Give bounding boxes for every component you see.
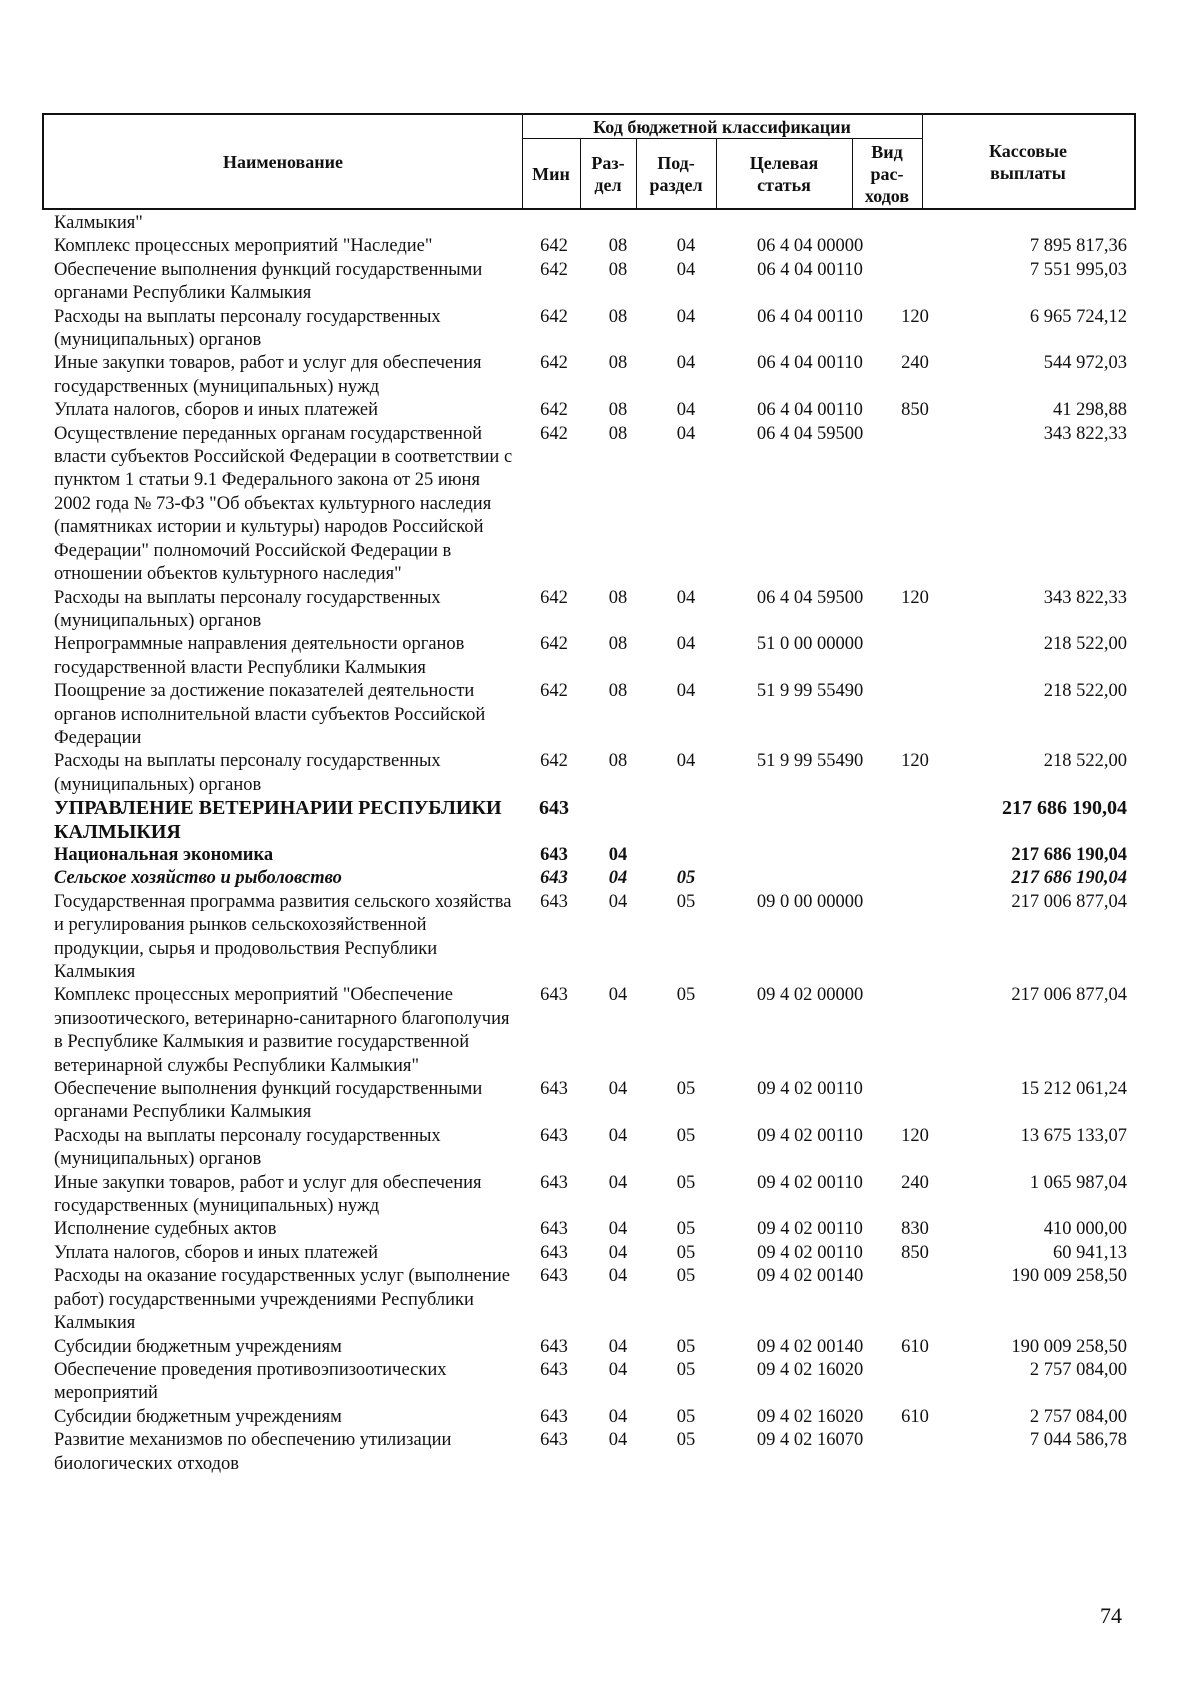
cell-cash-payment: 7 044 586,78 (1029, 1430, 1127, 1451)
table-row (0, 235, 1200, 258)
cell-name: Исполнение судебных актов (54, 1219, 277, 1240)
table-row (0, 306, 1200, 353)
cell-podrazdel: 05 (676, 1266, 696, 1287)
cell-expense-type: 120 (901, 751, 929, 772)
cell-cash-payment: 217 686 190,04 (1011, 844, 1127, 865)
cell-target: 09 4 02 00110 (757, 1242, 863, 1263)
cell-podrazdel: 05 (676, 891, 696, 912)
col-header-podrazdel: Под- раздел (649, 152, 703, 195)
cell-min: 642 (540, 751, 568, 772)
col-header-name: Наименование (223, 151, 343, 172)
cell-cash-payment: 218 522,00 (1043, 634, 1127, 655)
cell-min: 642 (540, 634, 568, 655)
table-row (0, 1172, 1200, 1219)
cell-cash-payment: 190 009 258,50 (1011, 1266, 1127, 1287)
cell-min: 643 (540, 1125, 568, 1146)
cell-expense-type: 830 (901, 1219, 929, 1240)
cell-cash-payment: 343 822,33 (1043, 423, 1127, 444)
cell-target: 06 4 04 00110 (757, 353, 863, 374)
cell-min: 642 (540, 681, 568, 702)
cell-razdel: 04 (608, 1079, 628, 1100)
cell-cash-payment: 343 822,33 (1043, 587, 1127, 608)
col-header-cash-payments: Кассовые выплаты (988, 140, 1068, 183)
cell-podrazdel: 05 (676, 985, 696, 1006)
cell-name: Уплата налогов, сборов и иных платежей (54, 1242, 379, 1263)
table-row (0, 1336, 1200, 1359)
cell-target: 06 4 04 00110 (757, 259, 863, 280)
cell-target: 09 4 02 00140 (756, 1266, 864, 1287)
cell-cash-payment: 217 006 877,04 (1011, 985, 1127, 1006)
col-header-code-group: Код бюджетной классификации (593, 116, 851, 137)
cell-name: Национальная экономика (54, 844, 274, 865)
cell-razdel: 04 (608, 1359, 628, 1380)
cell-razdel: 04 (608, 1125, 628, 1146)
cell-name: Обеспечение проведения противоэпизоотических мероприятий (54, 1359, 447, 1404)
cell-cash-payment: 217 686 190,04 (1002, 797, 1127, 820)
cell-min: 643 (540, 985, 568, 1006)
cell-podrazdel: 04 (676, 400, 696, 421)
cell-name: Обеспечение выполнения функций государственными органами Республики Калмыкия (54, 259, 483, 304)
cell-cash-payment: 217 686 190,04 (1011, 868, 1127, 889)
table-row (0, 750, 1200, 797)
cell-min: 642 (540, 236, 568, 257)
table-row (0, 212, 1200, 235)
cell-target: 09 4 02 00110 (757, 1172, 863, 1193)
cell-podrazdel: 05 (676, 1242, 696, 1263)
table-row (0, 1406, 1200, 1429)
cell-razdel: 04 (608, 985, 628, 1006)
table-body (0, 212, 1200, 1476)
cell-target: 06 4 04 00110 (757, 306, 863, 327)
table-row (0, 423, 1200, 587)
cell-min: 642 (540, 259, 568, 280)
table-row (0, 891, 1200, 985)
cell-min: 643 (540, 891, 568, 912)
cell-name: УПРАВЛЕНИЕ ВЕТЕРИНАРИИ РЕСПУБЛИКИ КАЛМЫКИЯ (54, 797, 502, 843)
cell-podrazdel: 04 (676, 681, 696, 702)
cell-expense-type: 120 (901, 306, 929, 327)
cell-cash-payment: 410 000,00 (1043, 1219, 1127, 1240)
cell-razdel: 08 (608, 353, 628, 374)
cell-min: 643 (540, 868, 568, 889)
cell-min: 642 (540, 423, 568, 444)
cell-podrazdel: 04 (676, 236, 696, 257)
cell-razdel: 04 (608, 1242, 628, 1263)
cell-target: 09 4 02 00000 (756, 985, 864, 1006)
table-row (0, 844, 1200, 867)
cell-min: 643 (540, 1219, 568, 1240)
cell-expense-type: 120 (901, 587, 929, 608)
cell-razdel: 08 (608, 259, 628, 280)
cell-expense-type: 240 (901, 1172, 929, 1193)
cell-razdel: 04 (608, 1266, 628, 1287)
table-row (0, 867, 1200, 890)
cell-name: Комплекс процессных мероприятий "Обеспечение эпизоотического, ветеринарно-санитарного благополучия в Республике Калмыкия и развитие государственной ветеринарной службы Республики Калмыкия" (54, 985, 510, 1076)
cell-min: 643 (540, 1079, 568, 1100)
cell-min: 642 (540, 306, 568, 327)
cell-razdel: 08 (608, 400, 628, 421)
table-row (0, 633, 1200, 680)
cell-name: Расходы на выплаты персоналу государственных (муниципальных) органов (54, 306, 441, 351)
table-row (0, 680, 1200, 750)
cell-cash-payment: 41 298,88 (1053, 400, 1127, 421)
cell-target: 09 4 02 00140 (756, 1336, 864, 1357)
cell-cash-payment: 2 757 084,00 (1029, 1359, 1127, 1380)
cell-name: Развитие механизмов по обеспечению утилизации биологических отходов (54, 1430, 452, 1474)
cell-name: Субсидии бюджетным учреждениям (54, 1406, 342, 1427)
cell-podrazdel: 05 (676, 1125, 696, 1146)
cell-razdel: 08 (608, 306, 628, 327)
cell-razdel: 04 (608, 1336, 628, 1357)
cell-target: 09 4 02 00110 (757, 1125, 863, 1146)
table-row (0, 797, 1200, 844)
cell-target: 09 4 02 00110 (757, 1079, 863, 1100)
cell-cash-payment: 218 522,00 (1043, 681, 1127, 702)
cell-expense-type: 120 (901, 1125, 929, 1146)
cell-razdel: 04 (608, 1406, 628, 1427)
cell-razdel: 08 (608, 236, 628, 257)
cell-name: Непрограммные направления деятельности органов государственной власти Республики Калмыкия (54, 634, 465, 678)
cell-podrazdel: 05 (676, 1336, 696, 1357)
cell-target: 09 0 00 00000 (756, 891, 864, 912)
cell-target: 09 4 02 00110 (757, 1219, 863, 1240)
cell-expense-type: 850 (901, 400, 929, 421)
cell-razdel: 08 (608, 587, 628, 608)
cell-razdel: 08 (608, 751, 628, 772)
cell-name: Государственная программа развития сельского хозяйства и регулирования рынков сельскохозяйственной продукции, сырья и продовольствия Республики Калмыкия (54, 891, 512, 982)
table-row (0, 984, 1200, 1078)
cell-podrazdel: 05 (676, 868, 696, 889)
col-header-min: Мин (532, 163, 570, 184)
cell-min: 643 (540, 1430, 568, 1451)
cell-podrazdel: 04 (676, 751, 696, 772)
table-row (0, 1078, 1200, 1125)
cell-podrazdel: 05 (676, 1406, 696, 1427)
cell-cash-payment: 2 757 084,00 (1029, 1406, 1127, 1427)
table-row (0, 399, 1200, 422)
cell-podrazdel: 04 (676, 353, 696, 374)
cell-razdel: 04 (608, 1219, 628, 1240)
cell-cash-payment: 7 895 817,36 (1029, 236, 1127, 257)
col-header-expense-type: Вид рас- ходов (864, 141, 910, 206)
cell-cash-payment: 13 675 133,07 (1020, 1125, 1127, 1146)
cell-razdel: 04 (608, 1430, 628, 1451)
cell-razdel: 08 (608, 423, 628, 444)
cell-expense-type: 610 (901, 1406, 929, 1427)
cell-target: 51 9 99 55490 (756, 681, 864, 702)
cell-razdel: 04 (608, 1172, 628, 1193)
cell-cash-payment: 217 006 877,04 (1011, 891, 1127, 912)
cell-podrazdel: 04 (676, 634, 696, 655)
cell-expense-type: 850 (901, 1242, 929, 1263)
cell-expense-type: 610 (901, 1336, 929, 1357)
cell-min: 643 (540, 1266, 568, 1287)
cell-min: 643 (540, 1242, 568, 1263)
cell-target: 51 0 00 00000 (756, 634, 864, 655)
cell-target: 09 4 02 16020 (756, 1406, 864, 1427)
cell-min: 643 (540, 1359, 568, 1380)
cell-name: Обеспечение выполнения функций государственными органами Республики Калмыкия (54, 1079, 483, 1123)
cell-cash-payment: 60 941,13 (1053, 1242, 1127, 1263)
cell-target: 06 4 04 59500 (756, 423, 864, 444)
cell-min: 643 (540, 1172, 568, 1193)
cell-target: 09 4 02 16070 (756, 1430, 864, 1451)
table-row (0, 1265, 1200, 1335)
cell-name: Иные закупки товаров, работ и услуг для обеспечения государственных (муниципальных) нужд (54, 1172, 482, 1217)
cell-target: 51 9 99 55490 (756, 751, 864, 772)
cell-target: 06 4 04 00110 (757, 400, 863, 421)
cell-cash-payment: 218 522,00 (1043, 751, 1127, 772)
cell-min: 642 (540, 587, 568, 608)
table-row (0, 1242, 1200, 1265)
cell-podrazdel: 05 (676, 1219, 696, 1240)
cell-podrazdel: 04 (676, 423, 696, 444)
cell-min: 643 (540, 1406, 568, 1427)
col-header-razdel: Раз- дел (591, 152, 625, 195)
cell-cash-payment: 15 212 061,24 (1020, 1079, 1127, 1100)
cell-razdel: 08 (608, 634, 628, 655)
cell-name: Расходы на оказание государственных услуг (выполнение работ) государственными учреждениями Республики Калмыкия (54, 1266, 511, 1334)
cell-name: Расходы на выплаты персоналу государственных (муниципальных) органов (54, 751, 441, 795)
table-header (42, 113, 1136, 210)
cell-min: 642 (540, 353, 568, 374)
cell-target: 06 4 04 00000 (756, 236, 864, 257)
cell-podrazdel: 04 (676, 587, 696, 608)
table-row (0, 587, 1200, 634)
cell-name: Расходы на выплаты персоналу государственных (муниципальных) органов (54, 587, 441, 631)
cell-min: 643 (540, 1336, 568, 1357)
cell-cash-payment: 1 065 987,04 (1029, 1172, 1127, 1193)
table-row (0, 352, 1200, 399)
cell-name: Субсидии бюджетным учреждениям (54, 1336, 342, 1357)
cell-name: Расходы на выплаты персоналу государственных (муниципальных) органов (54, 1125, 441, 1170)
page-number: 74 (1100, 1603, 1122, 1628)
cell-podrazdel: 04 (676, 259, 696, 280)
cell-name: Поощрение за достижение показателей деятельности органов исполнительной власти субъектов Российской Федерации (54, 681, 486, 748)
cell-podrazdel: 04 (676, 306, 696, 327)
cell-cash-payment: 6 965 724,12 (1029, 306, 1127, 327)
cell-cash-payment: 7 551 995,03 (1029, 259, 1127, 280)
cell-podrazdel: 05 (676, 1359, 696, 1380)
cell-podrazdel: 05 (676, 1172, 696, 1193)
col-header-target: Целевая статья (749, 152, 819, 195)
cell-podrazdel: 05 (676, 1430, 696, 1451)
cell-min: 643 (539, 797, 569, 820)
table-row (0, 1218, 1200, 1241)
cell-target: 09 4 02 16020 (756, 1359, 864, 1380)
cell-name: Осуществление переданных органам государственной власти субъектов Российской Федерации в соответствии с пунктом 1 статьи 9.1 Федерального закона от 25 июня 2002 года № 73-ФЗ "Об объектах культурного наследия (памятниках истории и культуры) народов Российской Федерации" полномочий Российской Федерации в отношении объектов культурного наследия" (54, 423, 513, 585)
table-row (0, 1125, 1200, 1172)
cell-min: 642 (540, 400, 568, 421)
cell-razdel: 08 (608, 681, 628, 702)
cell-cash-payment: 544 972,03 (1043, 353, 1127, 374)
cell-razdel: 04 (608, 844, 628, 865)
cell-expense-type: 240 (901, 353, 929, 374)
cell-min: 643 (540, 844, 568, 865)
cell-cash-payment: 190 009 258,50 (1011, 1336, 1127, 1357)
cell-target: 06 4 04 59500 (756, 587, 864, 608)
cell-name: Калмыкия" (54, 213, 143, 233)
cell-razdel: 04 (608, 891, 628, 912)
cell-name: Комплекс процессных мероприятий "Наследие" (54, 236, 433, 257)
cell-name: Уплата налогов, сборов и иных платежей (54, 400, 379, 421)
table-row (0, 1429, 1200, 1476)
table-row (0, 259, 1200, 306)
cell-podrazdel: 05 (676, 1079, 696, 1100)
cell-name: Сельское хозяйство и рыболовство (54, 868, 342, 889)
cell-razdel: 04 (608, 868, 628, 889)
table-row (0, 1359, 1200, 1406)
cell-name: Иные закупки товаров, работ и услуг для обеспечения государственных (муниципальных) нужд (54, 353, 482, 397)
